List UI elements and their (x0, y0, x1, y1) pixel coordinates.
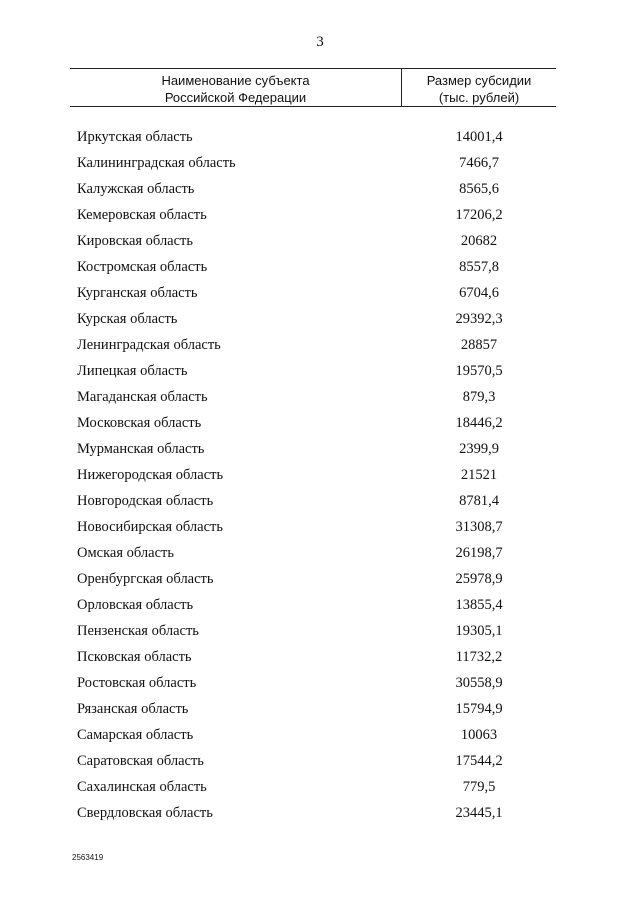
subsidy-amount: 8781,4 (459, 493, 499, 509)
table-row (0, 722, 640, 748)
subject-name: Магаданская область (77, 389, 208, 405)
subject-name: Московская область (77, 415, 202, 431)
subsidy-amount: 10063 (460, 727, 498, 743)
subsidy-amount: 25978,9 (455, 571, 503, 587)
page-number: 3 (316, 34, 324, 50)
table-row (0, 254, 640, 280)
subsidy-amount: 17206,2 (455, 207, 503, 223)
subsidy-amount: 6704,6 (459, 285, 499, 301)
subsidy-amount: 26198,7 (455, 545, 503, 561)
subsidy-amount: 11732,2 (455, 649, 503, 665)
table-row (0, 306, 640, 332)
table-row (0, 592, 640, 618)
subject-name: Калужская область (77, 181, 195, 197)
table-row (0, 644, 640, 670)
column-header-subject-line2: Российской Федерации (164, 90, 307, 105)
subsidy-amount: 23445,1 (455, 805, 503, 821)
table-row (0, 540, 640, 566)
subsidy-amount: 2399,9 (459, 441, 499, 457)
column-header-subsidy-line2: (тыс. рублей) (438, 90, 520, 105)
table-row (0, 228, 640, 254)
subsidy-amount: 19305,1 (455, 623, 503, 639)
subject-name: Сахалинская область (77, 779, 207, 795)
table-row (0, 280, 640, 306)
subsidy-amount: 18446,2 (455, 415, 503, 431)
table-row (0, 150, 640, 176)
table-row (0, 800, 640, 826)
subject-name: Нижегородская область (77, 467, 224, 483)
column-header-subject-line1: Наименование субъекта (161, 73, 310, 88)
table-row (0, 410, 640, 436)
subsidy-amount: 879,3 (462, 389, 496, 405)
subject-name: Костромская область (77, 259, 208, 275)
subject-name: Ростовская область (77, 675, 197, 691)
column-header-subsidy (402, 72, 556, 106)
subject-name: Курская область (77, 311, 178, 327)
table-row (0, 358, 640, 384)
table-row (0, 124, 640, 150)
table-row (0, 514, 640, 540)
subject-name: Свердловская область (77, 805, 213, 821)
subject-name: Орловская область (77, 597, 194, 613)
subject-name: Самарская область (77, 727, 194, 743)
document-code: 2563419 (72, 853, 104, 862)
subject-name: Саратовская область (77, 753, 204, 769)
subject-name: Липецкая область (77, 363, 188, 379)
table-header-top-rule (70, 68, 556, 69)
table-row (0, 488, 640, 514)
table-row (0, 436, 640, 462)
table-row (0, 566, 640, 592)
subsidy-amount: 14001,4 (455, 129, 503, 145)
subject-name: Новосибирская область (77, 519, 223, 535)
column-header-subsidy-line1: Размер субсидии (426, 73, 532, 88)
subject-name: Кировская область (77, 233, 194, 249)
subject-name: Омская область (77, 545, 174, 561)
table-row (0, 384, 640, 410)
table-row (0, 332, 640, 358)
subject-name: Ленинградская область (77, 337, 221, 353)
subsidy-amount: 20682 (460, 233, 498, 249)
subsidy-amount: 8565,6 (459, 181, 499, 197)
subsidy-amount: 29392,3 (455, 311, 503, 327)
subsidy-amount: 28857 (460, 337, 498, 353)
subsidy-amount: 30558,9 (455, 675, 503, 691)
subsidy-amount: 31308,7 (455, 519, 503, 535)
table-row (0, 618, 640, 644)
subject-name: Новгородская область (77, 493, 214, 509)
table-row (0, 202, 640, 228)
subject-name: Курганская область (77, 285, 198, 301)
table-row (0, 774, 640, 800)
subsidy-amount: 8557,8 (459, 259, 499, 275)
table-row (0, 462, 640, 488)
table-row (0, 696, 640, 722)
subject-name: Мурманская область (77, 441, 205, 457)
subject-name: Калининградская область (77, 155, 236, 171)
subsidy-amount: 15794,9 (455, 701, 503, 717)
subsidy-amount: 17544,2 (455, 753, 503, 769)
subject-name: Псковская область (77, 649, 192, 665)
subsidy-amount: 13855,4 (455, 597, 503, 613)
subject-name: Пензенская область (77, 623, 199, 639)
column-header-subject (70, 72, 401, 106)
subsidy-amount: 21521 (460, 467, 498, 483)
table-body (0, 124, 640, 826)
table-row (0, 670, 640, 696)
subject-name: Кемеровская область (77, 207, 207, 223)
subsidy-amount: 7466,7 (459, 155, 499, 171)
subsidy-amount: 779,5 (462, 779, 496, 795)
subject-name: Оренбургская область (77, 571, 214, 587)
table-row (0, 176, 640, 202)
subject-name: Рязанская область (77, 701, 189, 717)
subject-name: Иркутская область (77, 129, 193, 145)
table-row (0, 748, 640, 774)
table-header-bottom-rule (70, 106, 556, 107)
subsidy-amount: 19570,5 (455, 363, 503, 379)
